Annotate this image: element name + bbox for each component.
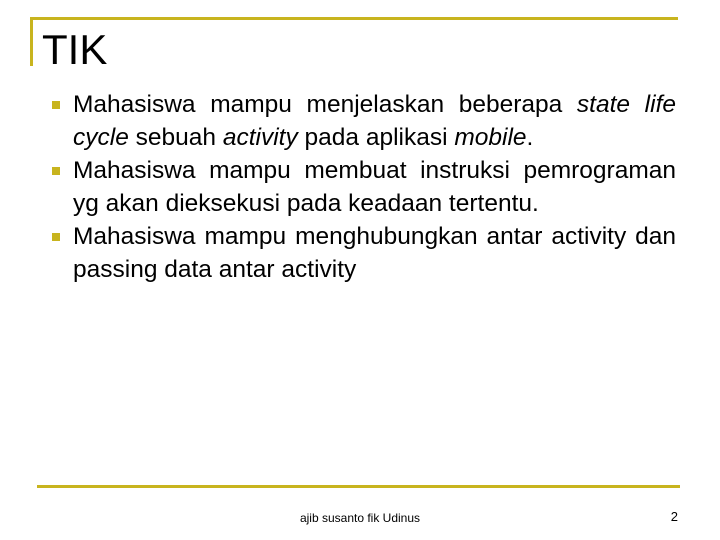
- bullet-list: [52, 88, 676, 286]
- bullet-text-1-part-2: state life cycle: [73, 91, 677, 151]
- bullet-text-1-part-5: pada aplikasi: [297, 124, 455, 151]
- bullet-text-1-part-7: .: [526, 124, 534, 151]
- bullet-text-1-part-1: Mahasiswa mampu menjelaskan beberapa: [73, 91, 577, 118]
- square-bullet-icon: [52, 101, 60, 109]
- bullet-text-1-part-3: sebuah: [128, 124, 223, 151]
- bullet-text-1-part-6: mobile: [454, 124, 527, 151]
- square-bullet-icon: [52, 167, 60, 175]
- footer-author: ajib susanto fik Udinus: [299, 511, 421, 525]
- square-bullet-icon: [52, 233, 60, 241]
- bullet-item: [52, 154, 676, 220]
- slide-title: TIK: [42, 26, 108, 73]
- page-number: 2: [670, 509, 678, 524]
- bullet-item: [52, 220, 676, 286]
- bullet-item: [52, 88, 676, 154]
- bullet-text-3: Mahasiswa mampu menghubungkan antar activity dan passing data antar activity: [73, 223, 676, 283]
- title-frame-top-rule: [30, 17, 678, 20]
- bullet-text-2: Mahasiswa mampu membuat instruksi pemrograman yg akan dieksekusi pada keadaan tertentu.: [73, 157, 676, 217]
- bullet-text-1-part-4: activity: [222, 124, 298, 151]
- footer-rule: [37, 485, 680, 488]
- title-frame-left-rule: [30, 17, 33, 66]
